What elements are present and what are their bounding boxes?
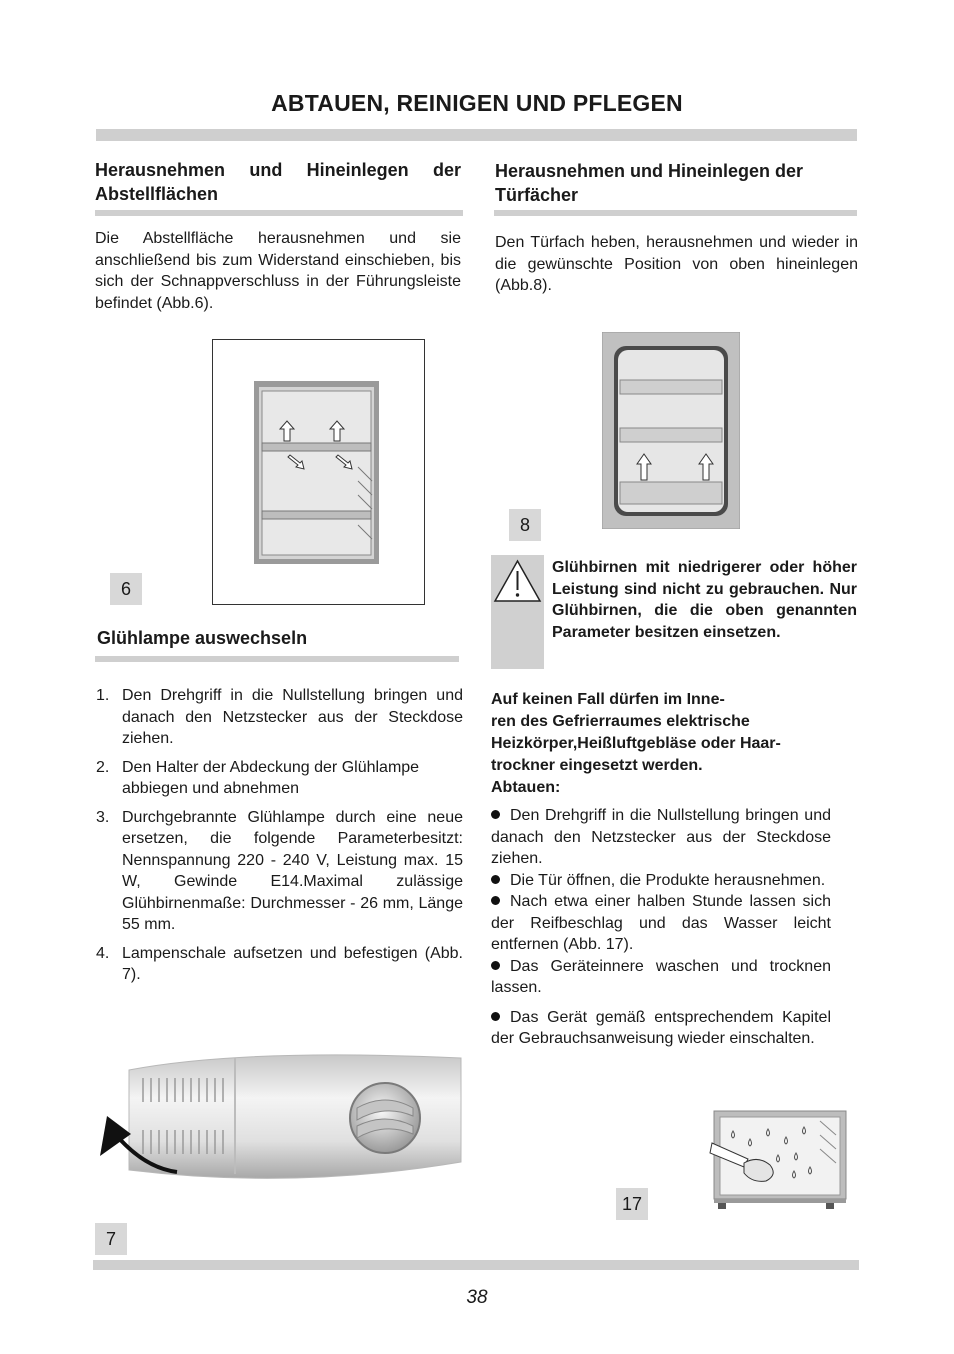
bullet-icon [491, 961, 500, 970]
list-item [491, 956, 831, 999]
list-item [491, 891, 831, 956]
warning-triangle-icon [491, 555, 544, 607]
list-item [96, 943, 463, 986]
list-item [491, 805, 831, 870]
step-number: 3. [96, 808, 110, 826]
defrost-bullets [491, 805, 831, 1050]
lamp-heading: Glühlampe auswechseln [97, 628, 308, 648]
figure-7-label: 7 [95, 1223, 127, 1255]
list-item [491, 1007, 831, 1050]
bullet-text: Die Tür öffnen, die Produkte herausnehmen. [510, 871, 826, 889]
figure-8-door-bins-illustration [602, 332, 740, 529]
figure-6-label: 6 [110, 573, 142, 605]
door-heading: Herausnehmen und Hineinlegen der Türfächer [495, 161, 804, 205]
caution-line: trockner eingesetzt werden. [491, 757, 703, 774]
list-item [96, 757, 463, 800]
warning-text: Glühbirnen mit niedrigerer oder höher Leistung sind nicht zu gebrauchen. Nur Glühbirnen, die die oben genannten Parameter besitzen einsetzen. [552, 559, 857, 641]
bullet-icon [491, 1012, 500, 1021]
bullet-text: Den Drehgriff in die Nullstellung bringen und danach den Netzstecker aus der Steckdose ziehen. [491, 807, 831, 867]
bullet-text: Nach etwa einer halben Stunde lassen sich der Reifbeschlag und das Wasser leicht entfernen (Abb. 17). [491, 893, 831, 953]
caution-line: Auf keinen Fall dürfen im Inne- [491, 691, 725, 708]
figure-7-lamp-cover-illustration [95, 1050, 465, 1186]
figure-17-defrost-illustration [708, 1109, 848, 1213]
bullet-icon [491, 810, 500, 819]
title-divider [96, 129, 857, 141]
shelves-heading-rule [95, 210, 463, 216]
bullet-text: Das Gerät gemäß entsprechendem Kapitel der Gebrauchsanweisung wieder einschalten. [491, 1008, 831, 1047]
list-item [96, 685, 463, 750]
shelves-text: Die Abstellfläche herausnehmen und sie anschließend bis zum Widerstand einschieben, bis sich der Schnappverschluss in der Führungsleiste befindet (Abb.6). [95, 230, 461, 312]
step-text: Durchgebrannte Glühlampe durch eine neue ersetzen, die folgende Parameterbesitzt: Nennspannung 220 - 240 V, Leistung max. 15 W, Gewinde E14.Maximal zulässige Glühbirnenmaße: Durchmesser - 26 mm, Länge 55 mm. [122, 808, 463, 933]
warning-icon-box [491, 555, 544, 669]
page-title: ABTAUEN, REINIGEN UND PFLEGEN [271, 90, 683, 116]
figure-8-label: 8 [509, 509, 541, 541]
step-number: 4. [96, 944, 110, 962]
bullet-icon [491, 896, 500, 905]
footer-divider [93, 1260, 859, 1270]
bullet-icon [491, 875, 500, 884]
shelves-heading: Herausnehmen und Hineinlegen der Abstellflächen [95, 160, 461, 204]
step-text: Den Drehgriff in die Nullstellung bringen und danach den Netzstecker aus der Steckdose ziehen. [122, 687, 463, 747]
lamp-heading-rule [95, 656, 459, 662]
page-number: 38 [466, 1287, 488, 1308]
step-text: Den Halter der Abdeckung der Glühlampe abbiegen und abnehmen [122, 758, 420, 797]
caution-text [491, 689, 861, 799]
caution-line: ren des Gefrierraumes elektrische [491, 713, 750, 730]
step-number: 1. [96, 687, 110, 704]
list-item [96, 807, 463, 936]
list-item [491, 870, 858, 892]
defrost-heading: Abtauen: [491, 779, 561, 796]
bullet-text: Das Geräteinnere waschen und trocknen lassen. [491, 957, 831, 996]
door-heading-rule [494, 210, 857, 216]
lamp-steps-list [96, 685, 463, 993]
caution-line: Heizkörper,Heißluftgebläse oder Haar- [491, 735, 781, 752]
step-number: 2. [96, 758, 110, 776]
figure-17-label: 17 [616, 1188, 648, 1220]
door-text: Den Türfach heben, herausnehmen und wieder in die gewünschte Position von oben hineinlegen (Abb.8). [495, 234, 858, 294]
figure-6-shelf-illustration [212, 339, 425, 605]
step-text: Lampenschale aufsetzen und befestigen (Abb. 7). [122, 944, 463, 983]
